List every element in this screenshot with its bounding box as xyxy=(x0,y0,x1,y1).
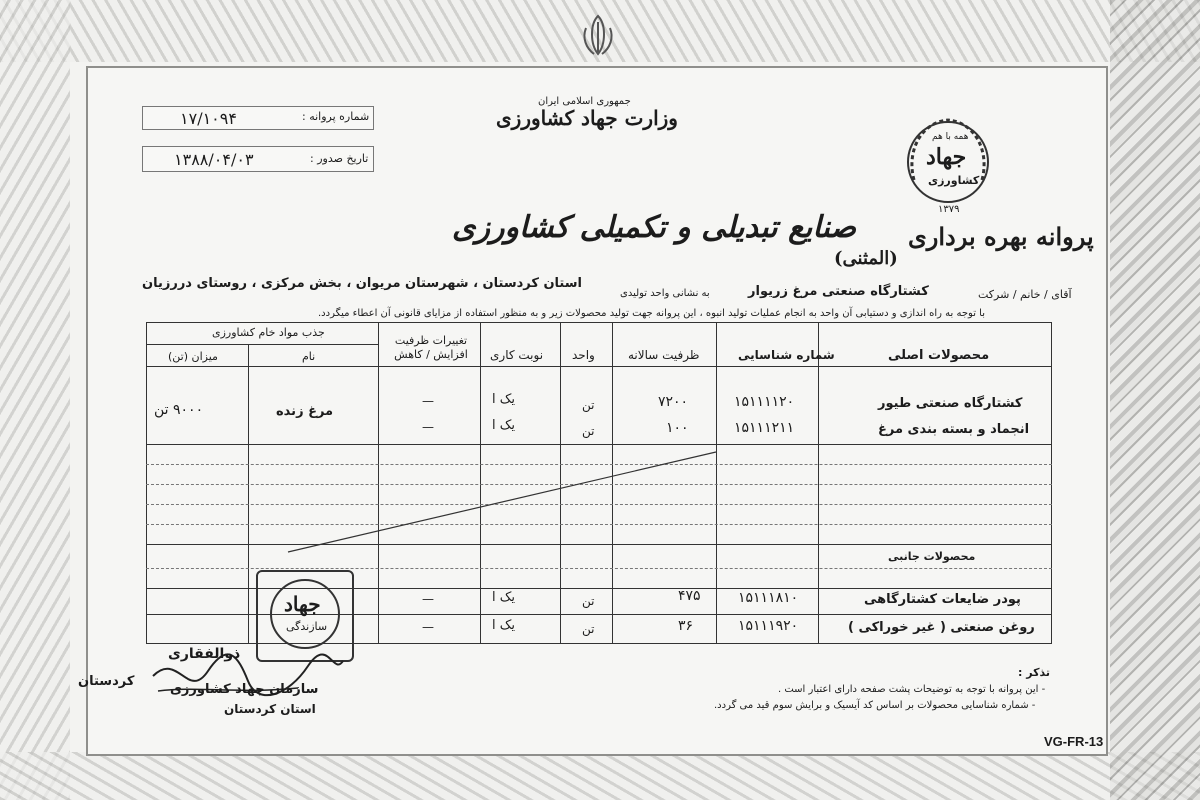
row-change: — xyxy=(422,420,434,434)
intro-sentence: با توجه به راه اندازی و دستیابی آن واحد به انجام عملیات تولید انبوه ، این پروانه جهت تولید محصولات زیر و به منظور استفاده از مزایای قانونی آن اعطاء میگردد. xyxy=(318,308,985,319)
republic-text: جمهوری اسلامی ایران xyxy=(538,96,631,107)
row-product: انجماد و بسته بندی مرغ xyxy=(878,422,1030,437)
row-change: — xyxy=(422,592,434,606)
row-shift: یک ا xyxy=(492,392,515,407)
ministry-title: وزارت جهاد کشاورزی xyxy=(496,106,678,130)
col-id-no: شماره شناسایی xyxy=(738,348,835,362)
row-unit: تن xyxy=(582,424,595,438)
owner-label: آقای / خانم / شرکت xyxy=(978,288,1072,301)
license-number-label: شماره پروانه : xyxy=(302,110,370,123)
side-products-label: محصولات جانبی xyxy=(888,550,976,563)
logo-line3: کشاورزی xyxy=(928,174,980,187)
col-shift: نوبت کاری xyxy=(490,348,544,362)
row-unit: تن xyxy=(582,398,595,412)
address-label: به نشانی واحد تولیدی xyxy=(620,288,710,299)
col-raw-name: نام xyxy=(302,350,316,363)
row-shift: یک ا xyxy=(492,418,515,433)
issue-date-label: تاریخ صدور : xyxy=(310,152,369,165)
owner-value: کشتارگاه صنعتی مرغ زریوار xyxy=(748,284,929,299)
row-product: روغن صنعتی ( غیر خوراکی ) xyxy=(848,620,1035,635)
row-change: — xyxy=(422,620,434,634)
col-raw-material: جذب مواد خام کشاورزی xyxy=(212,326,325,339)
signer-name: ذوالفقاری xyxy=(168,646,241,662)
notes-title: تذکر : xyxy=(1018,666,1050,679)
row-unit: تن xyxy=(582,594,595,608)
row-capacity: ۱۰۰ xyxy=(666,420,689,436)
row-unit: تن xyxy=(582,622,595,636)
row-product: پودر ضایعات کشتارگاهی xyxy=(864,592,1021,607)
decorative-border-right xyxy=(1110,0,1200,800)
duplicate-label: (المثنی) xyxy=(834,248,898,269)
row-shift: یک ا xyxy=(492,618,515,633)
col-main-products: محصولات اصلی xyxy=(888,348,990,363)
side-province-word: کردستان xyxy=(78,674,135,689)
raw-name-cell: مرغ زنده xyxy=(276,404,334,419)
row-change: — xyxy=(422,394,434,408)
issue-date-value: ۱۳۸۸/۰۴/۰۳ xyxy=(174,150,254,169)
signer-org: سازمان جهاد کشاورزی xyxy=(170,682,319,697)
license-number-value: ۱۷/۱۰۹۴ xyxy=(180,109,237,128)
license-body xyxy=(78,66,1108,756)
row-capacity: ۷۲۰۰ xyxy=(658,394,689,410)
row-product: کشتارگاه صنعتی طیور xyxy=(878,396,1023,411)
col-capacity: ظرفیت سالانه xyxy=(628,348,700,362)
row-capacity: ۳۶ xyxy=(678,618,694,634)
note-2: - شماره شناسایی محصولات بر اساس کد آیسیک و برایش سوم قید می گردد. xyxy=(714,700,1036,711)
logo-year: ۱۳۷۹ xyxy=(938,204,960,215)
row-id: ۱۵۱۱۱۹۲۰ xyxy=(738,618,799,634)
decorative-border-bottom xyxy=(0,752,1200,800)
national-emblem xyxy=(578,14,618,58)
signer-province: استان کردستان xyxy=(224,702,316,716)
address-value: استان کردستان ، شهرستان مریوان ، بخش مرکزی ، روستای دررزیان xyxy=(142,276,582,291)
logo-line1: همه با هم xyxy=(932,132,969,142)
license-title: پروانه بهره برداری xyxy=(908,222,1094,251)
row-id: ۱۵۱۱۱۸۱۰ xyxy=(738,590,799,606)
col-unit: واحد xyxy=(572,348,595,362)
row-id: ۱۵۱۱۱۱۲۰ xyxy=(734,394,795,410)
stamp-sub: سازندگی xyxy=(286,620,328,633)
decorative-border-left xyxy=(0,0,70,800)
license-subtitle: صنایع تبدیلی و تکمیلی کشاورزی xyxy=(452,210,857,245)
row-id: ۱۵۱۱۱۲۱۱ xyxy=(734,420,795,436)
row-shift: یک ا xyxy=(492,590,515,605)
col-raw-amount: میزان (تن) xyxy=(168,350,218,363)
logo-line2: جهاد xyxy=(926,144,967,170)
note-1: - این پروانه با توجه به توضیحات پشت صفحه دارای اعتبار است . xyxy=(778,684,1046,695)
raw-amount-cell: ۹۰۰۰ تن xyxy=(154,402,204,418)
stamp-word: جهاد xyxy=(284,592,321,616)
form-code: VG-FR-13 xyxy=(1044,734,1104,749)
col-capacity-change: تغییرات ظرفیت افزایش / کاهش xyxy=(394,334,468,361)
row-capacity: ۴۷۵ xyxy=(678,588,701,604)
